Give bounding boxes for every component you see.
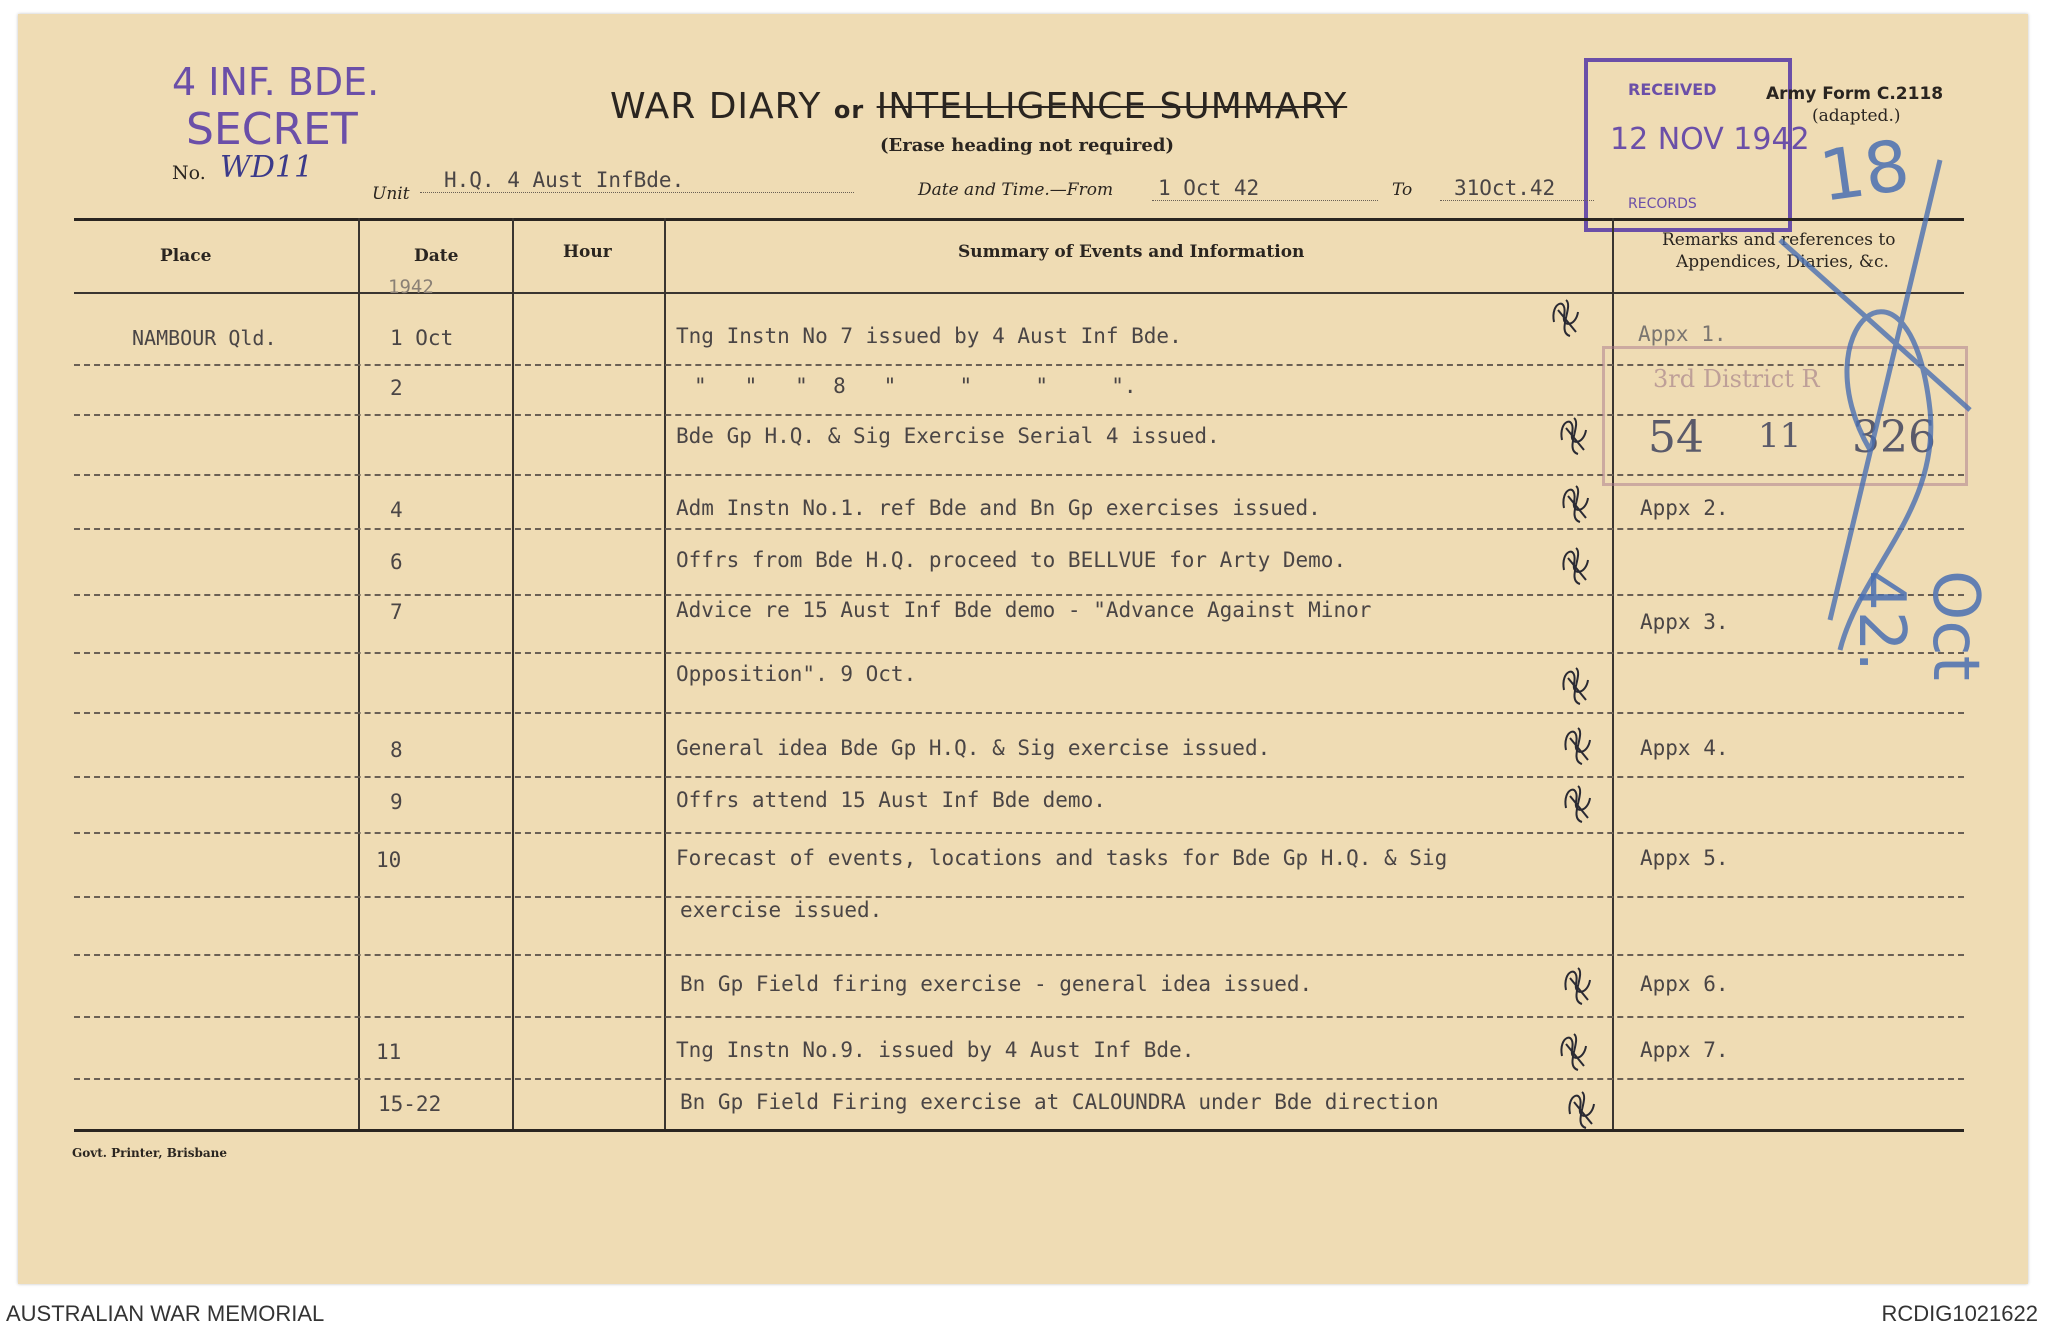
row-date: 4	[390, 498, 403, 522]
row-date: 15-22	[378, 1092, 442, 1116]
from-date: 1 Oct 42	[1152, 176, 1378, 201]
unit-label: Unit	[372, 184, 410, 204]
registry-number-3: 326	[1852, 412, 1936, 463]
footer-id: RCDIG1021622	[1881, 1301, 2038, 1326]
date-time-label: Date and Time.—From	[918, 180, 1114, 200]
row-summary: Offrs attend 15 Aust Inf Bde demo.	[676, 788, 1106, 812]
initials-mark	[1556, 1026, 1590, 1074]
row-date: 11	[376, 1040, 402, 1064]
table-bottom-rule	[74, 1129, 1964, 1132]
initials-mark	[1564, 1084, 1598, 1132]
row-summary: General idea Bde Gp H.Q. & Sig exercise issued.	[676, 736, 1271, 760]
divider-date	[512, 218, 514, 1129]
registry-number-1: 54	[1648, 412, 1704, 463]
title-war-diary: WAR DIARY	[610, 86, 822, 127]
row-summary: Opposition". 9 Oct.	[676, 662, 917, 686]
row-rule	[74, 776, 1964, 778]
title-note: (Erase heading not required)	[880, 135, 1174, 156]
row-rule	[74, 1078, 1964, 1080]
printer-imprint: Govt. Printer, Brisbane	[72, 1146, 228, 1160]
title-or: or	[833, 96, 865, 124]
title-summary: INTELLIGENCE SUMMARY	[876, 86, 1348, 127]
year-label: 1942	[388, 276, 434, 298]
initials-mark	[1558, 540, 1592, 588]
pencil-date-mark: Oct 42.	[1844, 570, 1992, 681]
column-date: Date	[414, 246, 459, 266]
row-summary: Bn Gp Field Firing exercise at CALOUNDRA under Bde direction	[680, 1090, 1439, 1114]
row-remarks: Appx 5.	[1640, 846, 1729, 870]
row-remarks: Appx 1.	[1638, 322, 1727, 346]
row-summary: Offrs from Bde H.Q. proceed to BELLVUE for Arty Demo.	[676, 548, 1347, 572]
number-label: No.	[172, 162, 206, 184]
row-date: 9	[390, 790, 403, 814]
row-remarks: Appx 3.	[1640, 610, 1729, 634]
divider-hour	[664, 218, 666, 1129]
pencil-mark-number: 18	[1814, 124, 1915, 218]
column-summary: Summary of Events and Information	[958, 242, 1305, 262]
army-form-number: Army Form C.2118	[1766, 84, 1944, 104]
unit-value: H.Q. 4 Aust InfBde.	[420, 168, 854, 193]
row-date: 1 Oct	[390, 326, 454, 350]
row-summary: Tng Instn No 7 issued by 4 Aust Inf Bde.	[676, 324, 1182, 348]
received-label: RECEIVED	[1628, 80, 1717, 99]
row-summary: Advice re 15 Aust Inf Bde demo - "Advance Against Minor	[676, 598, 1372, 622]
army-form-adapted: (adapted.)	[1812, 106, 1901, 126]
row-remarks: Appx 7.	[1640, 1038, 1729, 1062]
row-rule	[74, 954, 1964, 956]
initials-mark	[1560, 960, 1594, 1008]
row-summary: exercise issued.	[680, 898, 883, 922]
initials-mark	[1548, 292, 1582, 340]
row-summary: Adm Instn No.1. ref Bde and Bn Gp exercises issued.	[676, 496, 1321, 520]
row-remarks: Appx 4.	[1640, 736, 1729, 760]
row-remarks: Appx 6.	[1640, 972, 1729, 996]
row-date: 8	[390, 738, 403, 762]
row-rule	[74, 712, 1964, 714]
registry-number-2: 11	[1758, 416, 1802, 456]
footer-source: AUSTRALIAN WAR MEMORIAL	[6, 1301, 325, 1326]
column-hour: Hour	[563, 242, 612, 262]
row-summary: Tng Instn No.9. issued by 4 Aust Inf Bde.	[676, 1038, 1195, 1062]
initials-mark	[1560, 720, 1594, 768]
secret-stamp: SECRET	[186, 104, 358, 155]
row-summary: Forecast of events, locations and tasks for Bde Gp H.Q. & Sig	[676, 846, 1448, 870]
to-label: To	[1392, 180, 1413, 200]
divider-place	[358, 218, 360, 1129]
row-place: NAMBOUR Qld.	[132, 326, 277, 350]
row-rule	[74, 1016, 1964, 1018]
to-date: 31Oct.42	[1440, 176, 1594, 201]
row-rule	[74, 832, 1964, 834]
row-remarks: Appx 2.	[1640, 496, 1729, 520]
initials-mark	[1558, 478, 1592, 526]
row-date: 7	[390, 600, 403, 624]
row-summary: Bde Gp H.Q. & Sig Exercise Serial 4 issued.	[676, 424, 1220, 448]
received-date: 12 NOV 1942	[1610, 122, 1810, 157]
initials-mark	[1558, 660, 1592, 708]
row-summary: " " " 8 " " " ".	[694, 374, 1137, 398]
row-rule	[74, 896, 1964, 898]
initials-mark	[1560, 778, 1594, 826]
column-remarks-line1: Remarks and references to	[1662, 230, 1896, 250]
row-date: 2	[390, 376, 403, 400]
row-date: 10	[376, 848, 402, 872]
brigade-stamp: 4 INF. BDE.	[172, 60, 380, 104]
column-place: Place	[160, 246, 212, 266]
number-value: WD11	[220, 150, 314, 185]
initials-mark	[1556, 410, 1590, 458]
page-title	[610, 86, 1347, 127]
received-sub: RECORDS	[1628, 196, 1697, 212]
district-stamp-text: 3rd District R	[1653, 365, 1820, 393]
row-summary: Bn Gp Field firing exercise - general idea issued.	[680, 972, 1313, 996]
row-date: 6	[390, 550, 403, 574]
column-remarks-line2: Appendices, Diaries, &c.	[1676, 252, 1889, 272]
